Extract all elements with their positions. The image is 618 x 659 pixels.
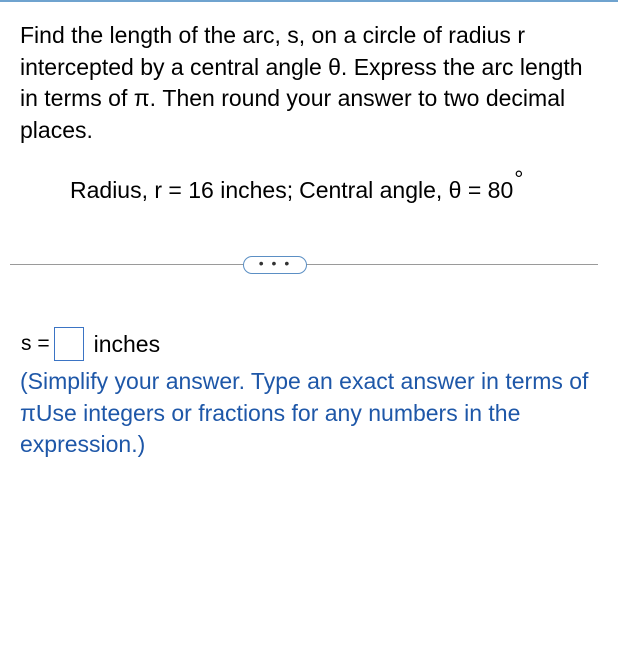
radius-text: Radius, r = 16 inches; [70,177,294,203]
given-values [70,166,524,206]
answer-input[interactable] [54,327,84,361]
answer-unit: inches [93,330,161,357]
expand-button[interactable] [243,256,307,274]
more-dots-icon: • • • [258,255,292,271]
top-rule [0,0,618,2]
degree-symbol: ° [514,166,524,192]
answer-row [21,326,160,362]
answer-label: s = [21,332,50,355]
angle-text: Central angle, θ = 80 [299,177,514,203]
question-text: Find the length of the arc, s, on a circle of radius r intercepted by a central angle θ. Express the arc length in terms of π. Then round your answer to two decimal places. [20,22,583,143]
hint-text: (Simplify your answer. Type an exact answer in terms of πUse integers or fractions for any numbers in the expression.) [20,368,589,457]
